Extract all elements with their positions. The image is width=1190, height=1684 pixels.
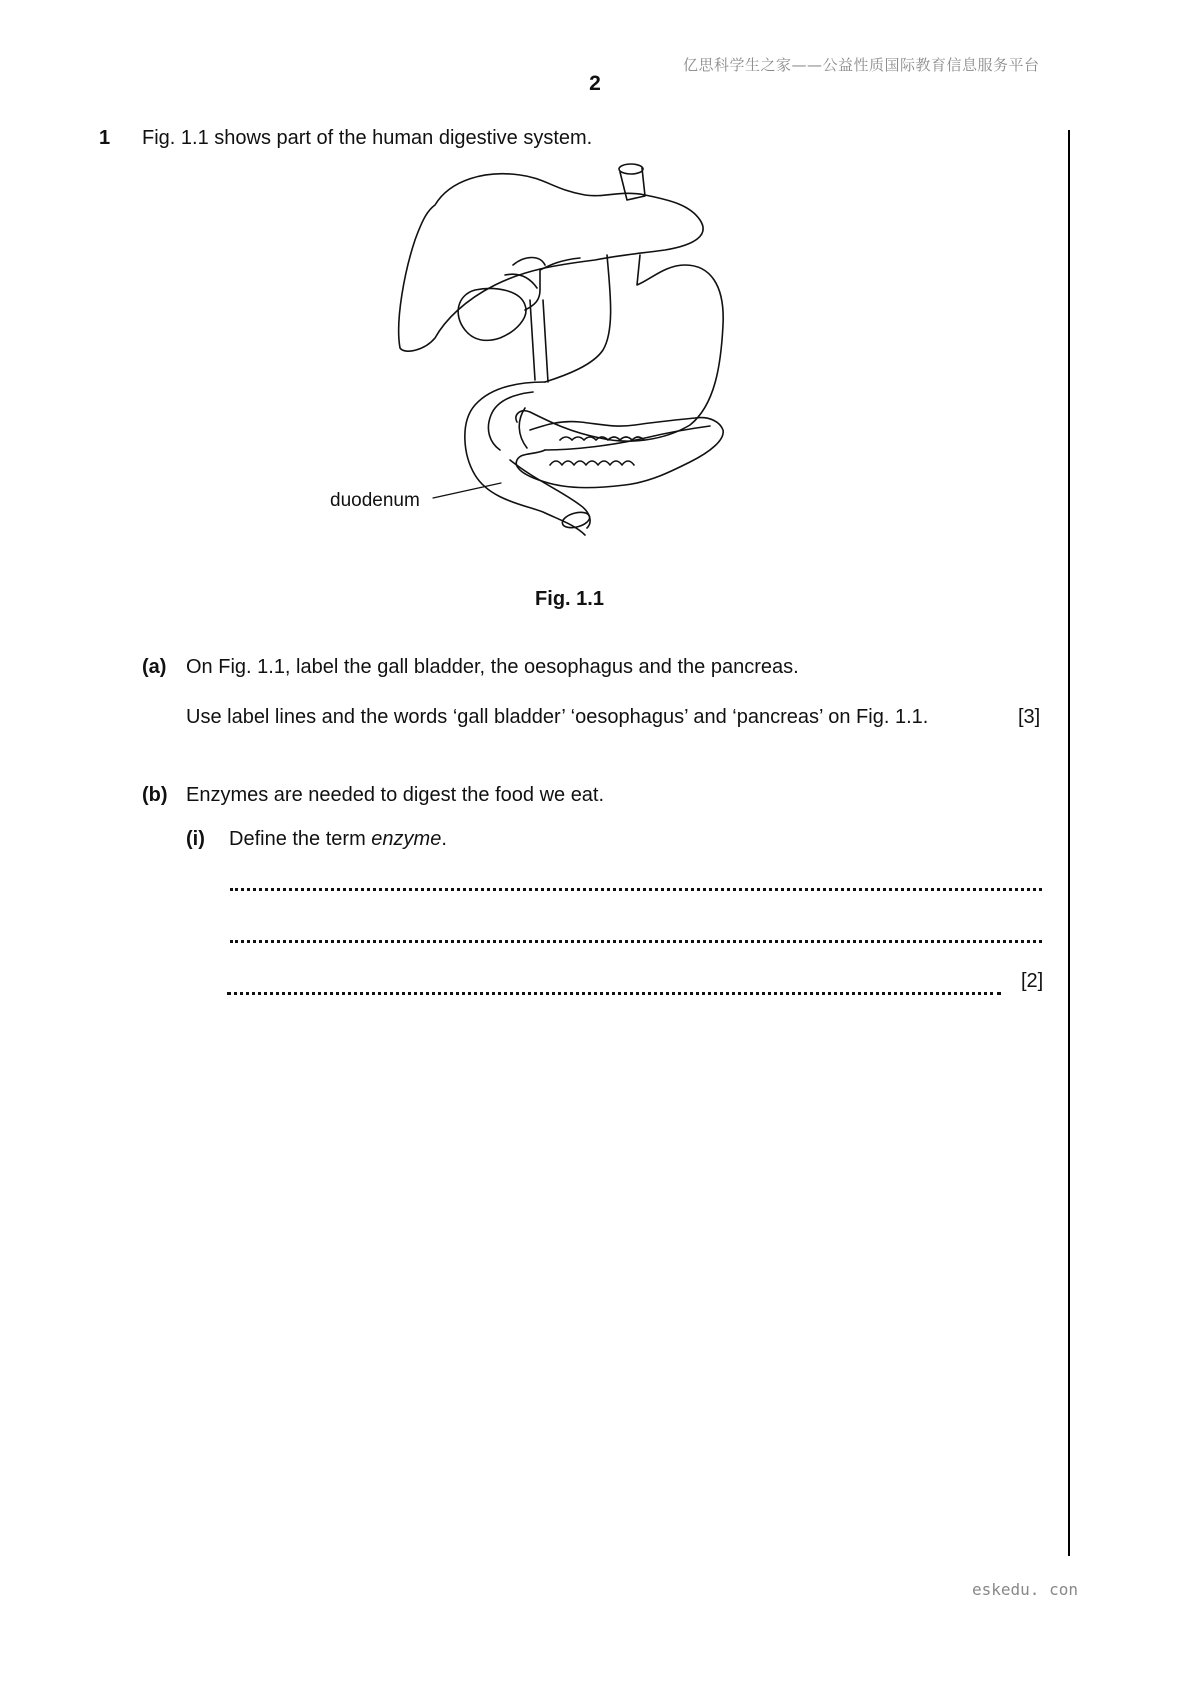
question-intro: Fig. 1.1 shows part of the human digestive system. — [142, 127, 593, 149]
duodenum-shape — [465, 382, 585, 535]
answer-line[interactable] — [230, 940, 1042, 943]
duodenum-lower-shape — [510, 460, 590, 528]
page-number: 2 — [589, 72, 601, 95]
part-b-i-question — [229, 828, 447, 851]
stomach-inner-shape — [545, 255, 611, 382]
answer-line[interactable] — [227, 992, 1001, 995]
header-watermark: 亿思科学生之家——公益性质国际教育信息服务平台 — [683, 56, 1040, 74]
figure-caption: Fig. 1.1 — [535, 588, 604, 610]
liver-shape — [399, 174, 703, 351]
part-b-label: (b) — [142, 784, 168, 806]
margin-rule — [1068, 130, 1070, 1556]
footer-site: eskedu. con — [972, 1580, 1078, 1599]
question-number: 1 — [99, 127, 111, 149]
part-a-label: (a) — [142, 656, 167, 678]
part-b-i-marks: [2] — [1021, 970, 1044, 992]
part-b-text: Enzymes are needed to digest the food we eat. — [186, 784, 605, 806]
oesophagus-opening — [619, 164, 643, 174]
stomach-shape — [516, 255, 723, 441]
gall-bladder-shape — [458, 289, 526, 341]
duodenum-label: duodenum — [330, 490, 420, 511]
answer-line[interactable] — [230, 888, 1042, 891]
part-b-i-label: (i) — [186, 828, 205, 850]
part-b-i-prefix: Define the term — [229, 828, 372, 850]
part-a-marks: [3] — [1018, 706, 1041, 728]
part-b-i-suffix: . — [441, 828, 447, 850]
part-a-instruction: Use label lines and the words ‘gall bladder’ ‘oesophagus’ and ‘pancreas’ on Fig. 1.1. — [186, 706, 929, 728]
part-a-text: On Fig. 1.1, label the gall bladder, the oesophagus and the pancreas. — [186, 656, 799, 678]
digestive-system-figure — [330, 160, 805, 580]
part-b-i-term: enzyme — [371, 828, 442, 850]
